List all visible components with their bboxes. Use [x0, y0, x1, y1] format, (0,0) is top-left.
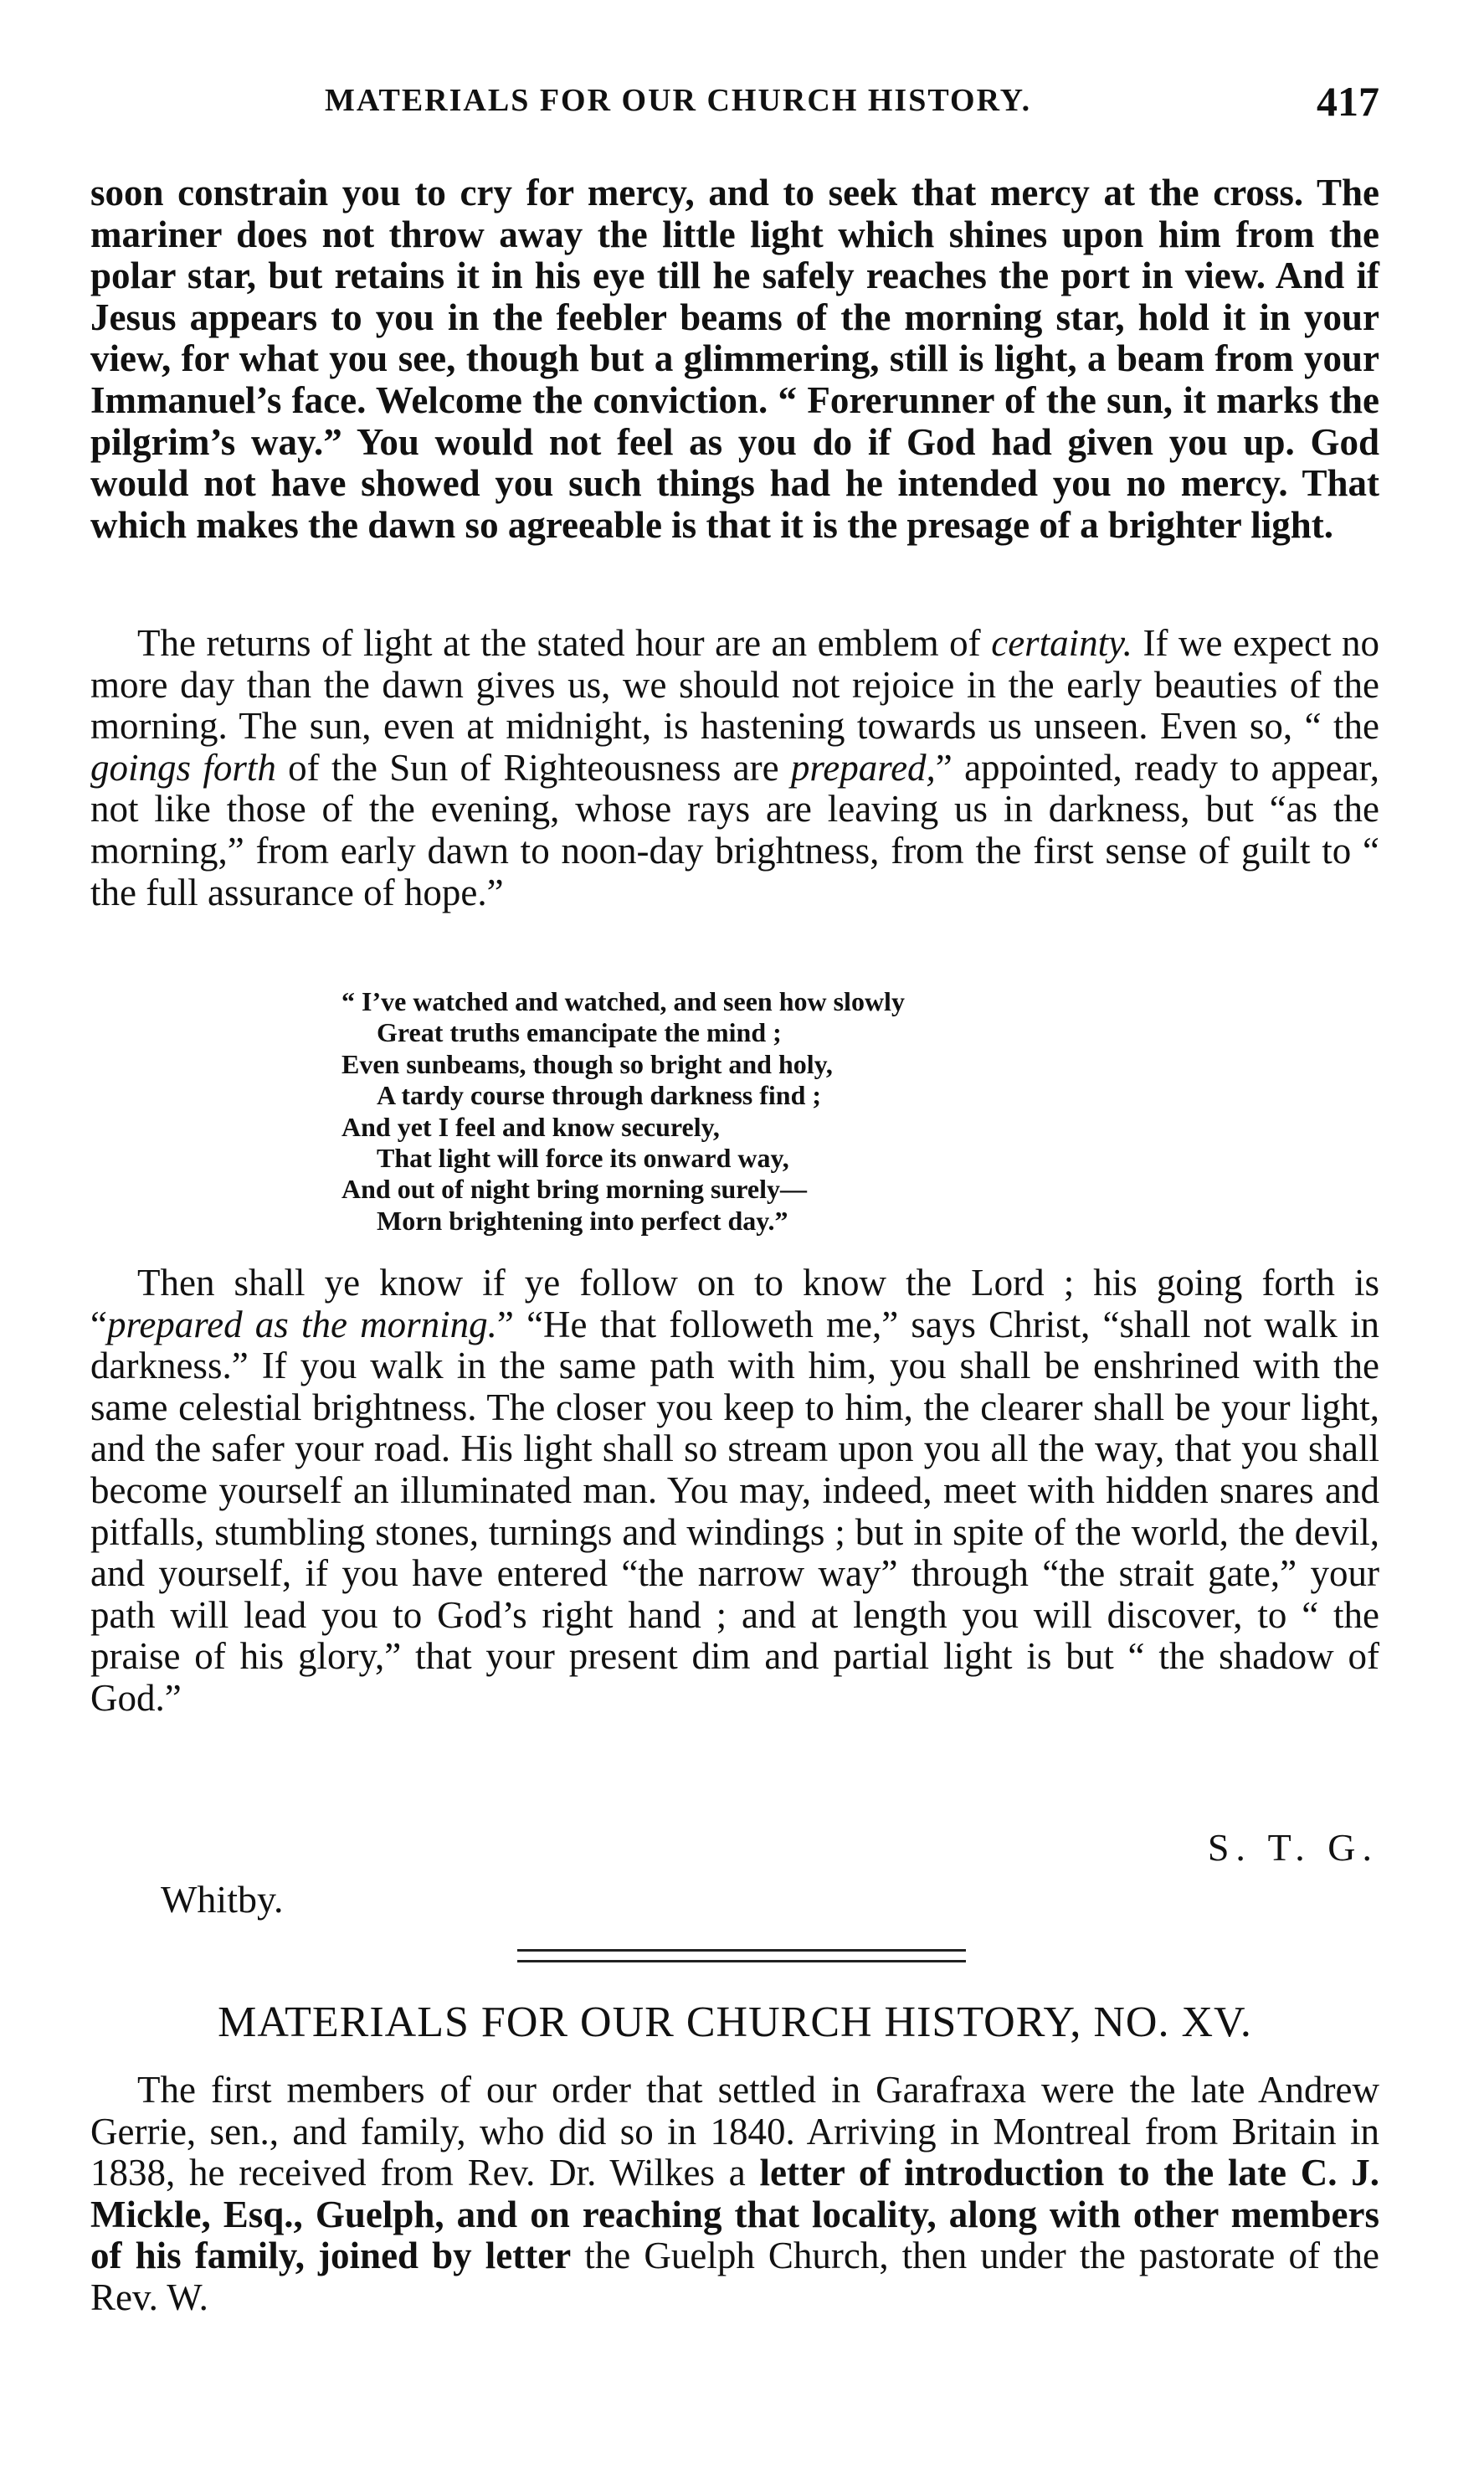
running-title: MATERIALS FOR OUR CHURCH HISTORY.	[325, 83, 1032, 118]
paragraph-text	[90, 2070, 1379, 2319]
poem-quotation	[341, 986, 1095, 1237]
paragraph-text	[90, 1263, 1379, 1720]
running-head	[90, 77, 1379, 127]
continuation-paragraph-2	[90, 623, 1379, 913]
poem-line: And yet I feel and know securely,	[341, 1111, 720, 1142]
page-number: 417	[1317, 78, 1379, 125]
place-line: Whitby.	[161, 1878, 284, 1921]
poem-line: Morn brightening into perfect day.”	[377, 1205, 788, 1236]
poem-line: That light will force its onward way,	[377, 1143, 789, 1174]
poem-line: And out of night bring morning surely—	[341, 1174, 807, 1205]
section-divider	[517, 1949, 966, 1962]
paragraph-run: Then shall ye know if ye follow on to know the Lord ; his going forth is “	[90, 1262, 1379, 1345]
paragraph-run: the Guelph Church, then under the pastorate of the Rev. W.	[90, 2235, 1379, 2318]
article-paragraph-1	[90, 2070, 1379, 2319]
paragraph-run-bold: letter of introduction to the late C. J. Mickle, Esq., Guelph, and on reaching that locality, along with other members of his family, joined by letter	[90, 2152, 1379, 2277]
paragraph-run: The returns of light at the stated hour are an emblem of	[137, 622, 992, 664]
paragraph-run: ” appointed, ready to appear, not like those of the evening, whose rays are leaving us in darkness, but “as the morning,” from early dawn to noon-day brightness, from the first sense of guilt to “ the full assurance of hope.”	[90, 746, 1379, 913]
paragraph-run: If we expect no more day than the dawn gives us, we should not rejoice in the early beauties of the morning. The sun, even at midnight, is hastening towards us unseen. Even so, “ the	[90, 622, 1379, 748]
continuation-paragraph-1	[90, 172, 1379, 546]
continuation-paragraph-3	[90, 1263, 1379, 1720]
emphasis-goings-forth: goings forth	[90, 746, 276, 789]
paragraph-run: The first members of our order that settled in Garafraxa were the late Andrew Gerrie, sen., and family, who did so in 1840. Arriving in Montreal from Britain in 1838, he received from Rev. Dr. Wilkes a	[90, 2069, 1379, 2194]
paragraph-run: of the Sun of Righteousness are	[275, 746, 791, 789]
emphasis-prepared-as-the-morning: prepared as the morning.	[106, 1303, 497, 1345]
paragraph-text: soon constrain you to cry for mercy, and to seek that mercy at the cross. The mariner does not throw away the little light which shines upon him from the polar star, but retains it in his eye till he safely reaches the port in view. And if Jesus appears to you in the feebler beams of the morning star, hold it in your view, for what you see, though but a glimmering, still is light, a beam from your Immanuel’s face. Welcome the conviction. “ Forerunner of the sun, it marks the pilgrim’s way.” You would not feel as you do if God had given you up. God would not have showed you such things had he intended you no mercy. That which makes the dawn so agreeable is that it is the presage of a brighter light.	[90, 172, 1379, 546]
author-signature: S. T. G.	[1207, 1826, 1379, 1869]
poem-line: Even sunbeams, though so bright and holy,	[341, 1048, 833, 1079]
paragraph-text	[90, 623, 1379, 913]
section-heading: MATERIALS FOR OUR CHURCH HISTORY, NO. XV.	[218, 1998, 1252, 2046]
poem-line: A tardy course through darkness find ;	[377, 1080, 822, 1111]
emphasis-certainty: certainty.	[991, 622, 1132, 664]
poem-line: Great truths emancipate the mind ;	[377, 1017, 782, 1048]
poem-line: “ I’ve watched and watched, and seen how slowly	[341, 986, 905, 1016]
emphasis-prepared: prepared,	[790, 746, 936, 789]
paragraph-run: ” “He that followeth me,” says Christ, “shall not walk in darkness.” If you walk in the same path with him, you shall be enshrined with the same celestial brightness. The closer you keep to him, the clearer shall be your light, and the safer your road. His light shall so stream upon you all the way, that you shall become yourself an illuminated man. You may, indeed, meet with hidden snares and pitfalls, stumbling stones, turnings and windings ; but in spite of the world, the devil, and yourself, if you have entered “the narrow way” through “the strait gate,” your path will lead you to God’s right hand ; and at length you will discover, to “ the praise of his glory,” that your present dim and partial light is but “ the shadow of God.”	[90, 1303, 1379, 1719]
